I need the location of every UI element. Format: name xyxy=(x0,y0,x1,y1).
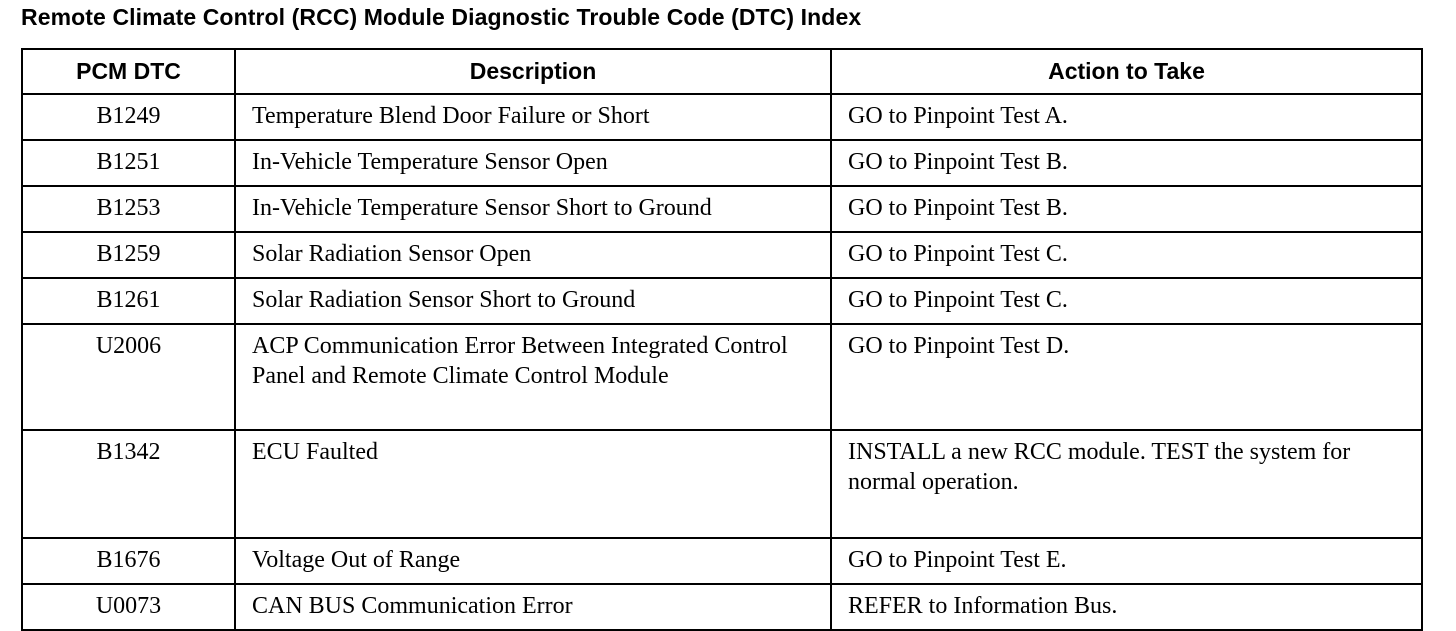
table-row xyxy=(22,278,1422,324)
table-row xyxy=(22,186,1422,232)
description-cell: Solar Radiation Sensor Open xyxy=(235,232,831,278)
action-cell: GO to Pinpoint Test B. xyxy=(831,140,1422,186)
table-row xyxy=(22,584,1422,630)
dtc-code-cell: B1261 xyxy=(22,278,235,324)
description-cell: CAN BUS Communication Error xyxy=(235,584,831,630)
dtc-index-table xyxy=(21,48,1423,631)
dtc-code-cell: B1251 xyxy=(22,140,235,186)
description-cell: In-Vehicle Temperature Sensor Open xyxy=(235,140,831,186)
description-cell: In-Vehicle Temperature Sensor Short to Ground xyxy=(235,186,831,232)
page-title: Remote Climate Control (RCC) Module Diagnostic Trouble Code (DTC) Index xyxy=(21,4,862,30)
header-action-to-take: Action to Take xyxy=(831,49,1422,94)
table-header-row xyxy=(22,49,1422,94)
header-description: Description xyxy=(235,49,831,94)
dtc-code-cell: B1342 xyxy=(22,430,235,538)
dtc-code-cell: B1259 xyxy=(22,232,235,278)
action-cell: GO to Pinpoint Test B. xyxy=(831,186,1422,232)
dtc-code-cell: B1253 xyxy=(22,186,235,232)
description-cell: Voltage Out of Range xyxy=(235,538,831,584)
action-cell: GO to Pinpoint Test D. xyxy=(831,324,1422,430)
action-cell: GO to Pinpoint Test E. xyxy=(831,538,1422,584)
action-cell: REFER to Information Bus. xyxy=(831,584,1422,630)
dtc-code-cell: B1676 xyxy=(22,538,235,584)
table-row xyxy=(22,538,1422,584)
table-row xyxy=(22,140,1422,186)
description-cell: ECU Faulted xyxy=(235,430,831,538)
dtc-code-cell: B1249 xyxy=(22,94,235,140)
table-row xyxy=(22,430,1422,538)
table-row xyxy=(22,324,1422,430)
dtc-code-cell: U0073 xyxy=(22,584,235,630)
description-cell: ACP Communication Error Between Integrated Control Panel and Remote Climate Control Module xyxy=(235,324,831,430)
action-cell: GO to Pinpoint Test C. xyxy=(831,232,1422,278)
table-row xyxy=(22,232,1422,278)
header-pcm-dtc: PCM DTC xyxy=(22,49,235,94)
table-row xyxy=(22,94,1422,140)
description-cell: Temperature Blend Door Failure or Short xyxy=(235,94,831,140)
action-cell: INSTALL a new RCC module. TEST the system for normal operation. xyxy=(831,430,1422,538)
action-cell: GO to Pinpoint Test C. xyxy=(831,278,1422,324)
description-cell: Solar Radiation Sensor Short to Ground xyxy=(235,278,831,324)
action-cell: GO to Pinpoint Test A. xyxy=(831,94,1422,140)
dtc-code-cell: U2006 xyxy=(22,324,235,430)
